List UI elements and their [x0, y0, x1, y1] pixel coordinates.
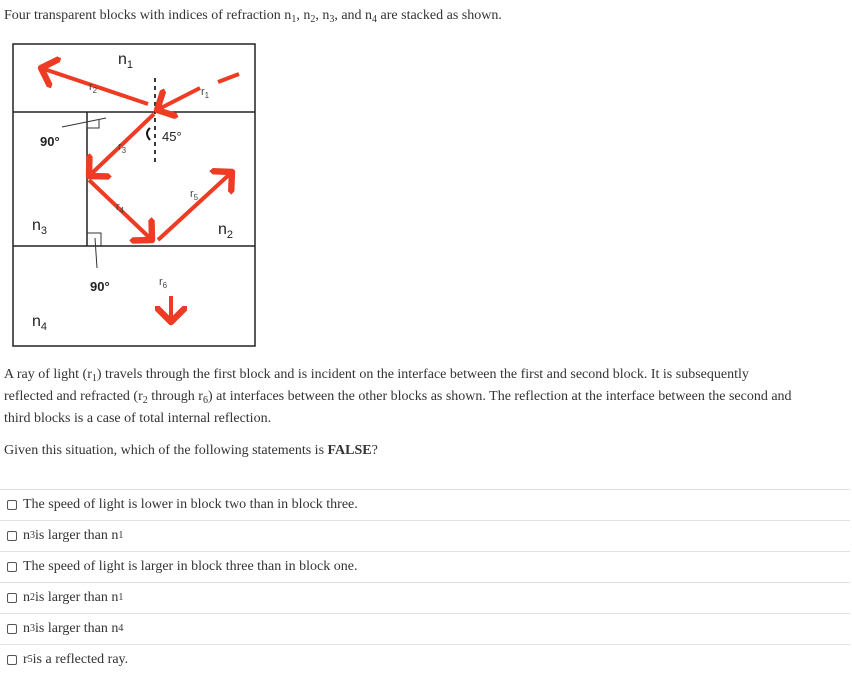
checkbox[interactable] — [7, 500, 17, 510]
checkbox[interactable] — [7, 593, 17, 603]
intro-text: Four transparent blocks with indices of refraction $n_1$, $n_2$, $n_3$, and $n_4$ are stacked as shown. — [4, 8, 502, 25]
ray-r1-incident — [157, 88, 200, 110]
right-angle-bottom — [87, 233, 101, 246]
option-3[interactable]: The speed of light is larger in block three than in block one. — [0, 551, 850, 582]
option-4[interactable]: n 2 is larger than n 1 — [0, 582, 850, 613]
label-r3: $r_3$ — [118, 141, 127, 155]
label-n3: $n_3$ — [32, 217, 48, 237]
question-paragraph: A ray of light $(r_1)$ travels through the first block and is incident on the interface between the first and second block. It is subsequently reflected and refracted ($r_2$ through $r_6$) at interfaces between the other blocks as shown. The reflection at the interface between the second and third blocks is a case of total internal reflection. — [4, 367, 792, 426]
option-2[interactable]: n 3 is larger than n 1 — [0, 520, 850, 551]
ray-r1 — [218, 74, 239, 82]
label-r6: $r_6$ — [159, 276, 168, 290]
label-r2: $r_2$ — [89, 81, 98, 95]
label-n1: $n_1$ — [118, 51, 134, 71]
label-r4: $r_4$ — [116, 201, 125, 215]
label-90-deg-bottom: 90° — [90, 279, 110, 294]
refraction-diagram — [0, 36, 270, 354]
label-n2: $n_2$ — [218, 221, 234, 241]
label-r1: $r_1$ — [201, 86, 210, 100]
label-45-deg: 45° — [162, 129, 182, 144]
option-6[interactable]: r 5 is a reflected ray. — [0, 644, 850, 675]
checkbox[interactable] — [7, 655, 17, 665]
label-90-deg-top: 90° — [40, 134, 60, 149]
checkbox[interactable] — [7, 531, 17, 541]
checkbox[interactable] — [7, 562, 17, 572]
block-stack-outline — [13, 44, 255, 346]
label-r5: $r_5$ — [190, 188, 199, 202]
answer-options — [0, 489, 850, 675]
label-n4: $n_4$ — [32, 313, 48, 333]
angle-arc-45 — [147, 128, 150, 140]
option-1[interactable]: The speed of light is lower in block two than in block three. — [0, 489, 850, 520]
question-prompt: Given this situation, which of the following statements is FALSE? — [4, 443, 378, 458]
option-5[interactable]: n 3 is larger than n 4 — [0, 613, 850, 644]
normal-bottom — [95, 238, 97, 268]
checkbox[interactable] — [7, 624, 17, 634]
